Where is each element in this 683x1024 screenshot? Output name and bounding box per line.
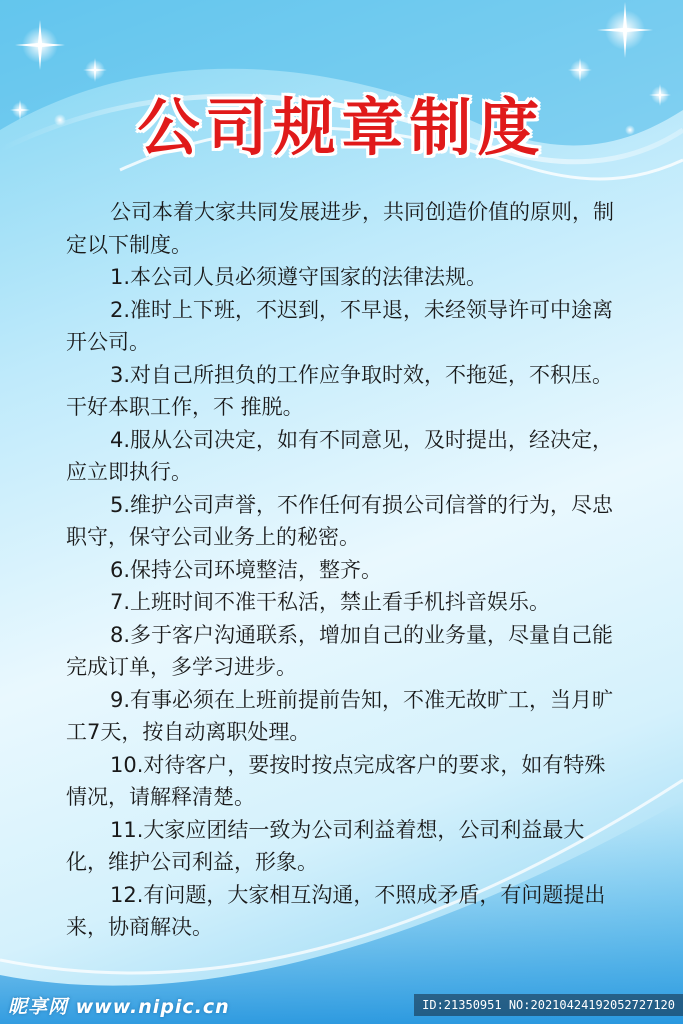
- rule-3: 3.对自己所担负的工作应争取时效，不拖延，不积压。干好本职工作，不 推脱。: [66, 362, 614, 419]
- rule-9: 9.有事必须在上班前提前告知，不准无故旷工，当月旷工7天，按自动离职处理。: [66, 687, 614, 744]
- rule-1: 1.本公司人员必须遵守国家的法律法规。: [110, 265, 488, 289]
- rule-7: 7.上班时间不准干私活，禁止看手机抖音娱乐。: [110, 590, 551, 614]
- rule-12: 12.有问题，大家相互沟通，不照成矛盾，有问题提出来，协商解决。: [66, 882, 606, 939]
- rule-8: 8.多于客户沟通联系，增加自己的业务量，尽量自己能完成订单，多学习进步。: [66, 622, 614, 679]
- intro-paragraph: 公司本着大家共同发展进步，共同创造价值的原则，制定以下制度。: [66, 200, 614, 257]
- rule-2: 2.准时上下班，不迟到，不早退，未经领导许可中途离开公司。: [66, 297, 614, 354]
- rule-6: 6.保持公司环境整洁，整齐。: [110, 557, 383, 582]
- image-id-label: ID:21350951 NO:20210424192052727120: [414, 994, 683, 1016]
- page-title: 公司规章制度: [137, 91, 546, 164]
- rule-10: 10.对待客户，要按时按点完成客户的要求，如有特殊情况，请解释清楚。: [66, 752, 606, 809]
- rule-11: 11.大家应团结一致为公司利益着想，公司利益最大化，维护公司利益，形象。: [66, 817, 585, 874]
- watermark-logo: 昵享网 www.nipic.cn: [8, 996, 230, 1018]
- rule-5: 5.维护公司声誉，不作任何有损公司信誉的行为，尽忠职守，保守公司业务上的秘密。: [66, 492, 614, 549]
- rules-content: [66, 196, 626, 944]
- rule-4: 4.服从公司决定，如有不同意见，及时提出，经决定，应立即执行。: [66, 427, 614, 484]
